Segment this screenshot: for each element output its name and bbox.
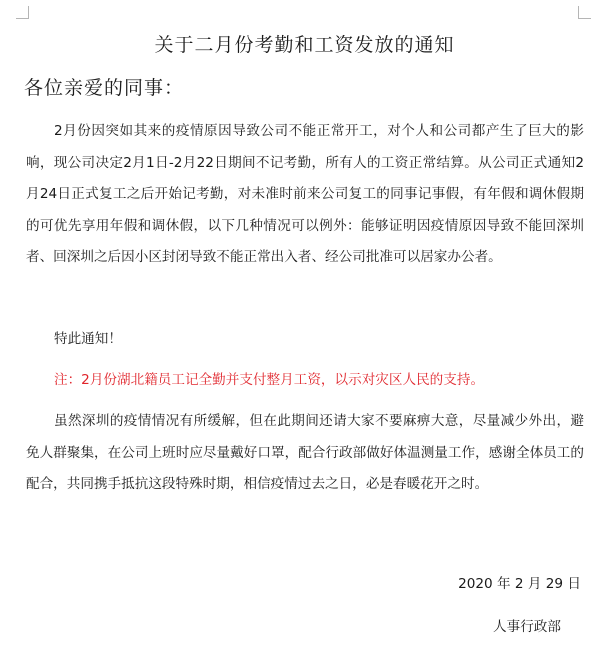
- signature-date: 2020 年 2 月 29 日: [458, 576, 581, 592]
- paragraph-precautions: 虽然深圳的疫情情况有所缓解，但在此期间还请大家不要麻痹大意，尽量减少外出，避免人群聚集，在公司上班时应尽量戴好口罩，配合行政部做好体温测量工作，感谢全体员工的配合，共同携手抵抗这段特殊时期，相信疫情过去之日，必是春暖花开之时。: [26, 413, 584, 492]
- paragraph-attendance-policy: 2月份因突如其来的疫情原因导致公司不能正常开工，对个人和公司都产生了巨大的影响，现公司决定2月1日-2月22日期间不记考勤，所有人的工资正常结算。从公司正式通知2月24日正式复工之后开始记考勤，对未准时前来公司复工的同事记事假，有年假和调休假期的可优先享用年假和调休假，以下几种情况可以例外：能够证明因疫情原因导致不能回深圳者、回深圳之后因小区封闭导致不能正常出入者、经公司批准可以居家办公者。: [26, 123, 584, 265]
- document-title: 关于二月份考勤和工资发放的通知: [154, 34, 455, 56]
- greeting: 各位亲爱的同事：: [24, 77, 185, 99]
- page-corner-mark-right: [578, 6, 591, 19]
- signature-department: 人事行政部: [493, 619, 561, 635]
- paragraph-notice: 特此通知！: [54, 331, 122, 347]
- page-corner-mark-left: [16, 6, 29, 19]
- paragraph-hubei-note: 注：2月份湖北籍员工记全勤并支付整月工资，以示对灾区人民的支持。: [54, 372, 485, 388]
